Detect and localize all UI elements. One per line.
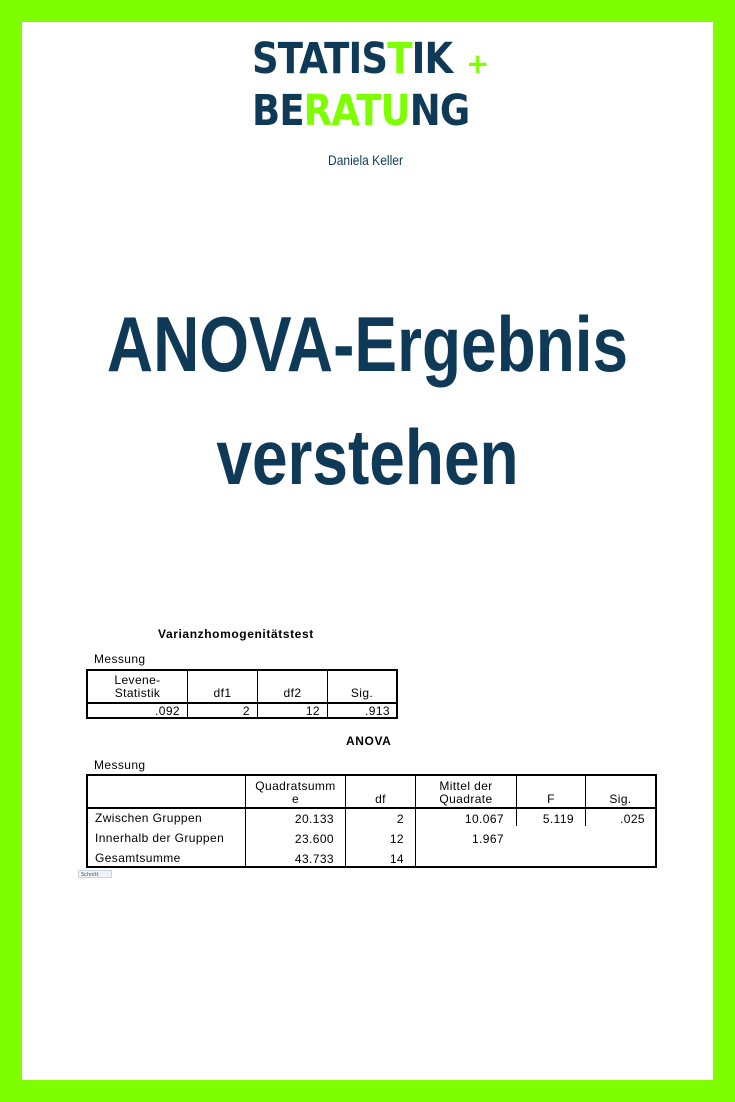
anova-cell-ms: 1.967 <box>471 832 504 846</box>
anova-cell-ss: 20.133 <box>294 812 334 826</box>
levene-table-title: Varianzhomogenitätstest <box>158 627 314 641</box>
levene-value-sig: .913 <box>365 704 390 718</box>
anova-table <box>86 774 657 868</box>
levene-table <box>86 669 398 719</box>
anova-header-df: df <box>375 792 386 806</box>
levene-value-df1: 2 <box>242 704 250 718</box>
anova-measure-label: Messung <box>94 758 146 772</box>
anova-cell-ss: 23.600 <box>294 832 334 846</box>
anova-header-sig: Sig. <box>609 792 632 806</box>
anova-cell-df: 14 <box>389 852 404 866</box>
levene-value-df2: 12 <box>305 704 320 718</box>
logo <box>252 34 492 178</box>
page-title-line-2: verstehen <box>216 413 519 501</box>
anova-row-label: Gesamtsumme <box>95 851 181 865</box>
logo-plus: + <box>466 47 490 80</box>
logo-line-2: BERATUNG <box>252 86 470 136</box>
logo-author: Daniela Keller <box>328 152 403 168</box>
levene-header-statistic: Levene- Statistik <box>114 673 161 700</box>
anova-header-ss: Quadratsumm e <box>255 779 336 806</box>
levene-header-df1: df1 <box>213 686 232 700</box>
anova-cell-ms: 10.067 <box>464 812 504 826</box>
page-title-line-1: ANOVA-Ergebnis <box>106 300 629 388</box>
anova-row-label: Innerhalb der Gruppen <box>95 831 225 845</box>
anova-cell-ss: 43.733 <box>294 852 334 866</box>
levene-header-df2: df2 <box>283 686 302 700</box>
anova-cell-f: 5.119 <box>542 812 574 826</box>
snip-tool-icon: Schnitt <box>78 870 112 878</box>
anova-cell-sig: .025 <box>620 812 645 826</box>
logo-line-1: STATISTIK <box>252 34 453 84</box>
levene-header-sig: Sig. <box>350 686 374 700</box>
anova-header-f: F <box>547 792 555 806</box>
anova-cell-df: 12 <box>389 832 404 846</box>
anova-table-title: ANOVA <box>346 734 392 748</box>
anova-row-label: Zwischen Gruppen <box>95 811 203 825</box>
anova-cell-df: 2 <box>396 812 404 826</box>
levene-measure-label: Messung <box>94 652 146 666</box>
anova-header-ms: Mittel der Quadrate <box>439 779 493 806</box>
levene-value-statistic: .092 <box>155 704 180 718</box>
